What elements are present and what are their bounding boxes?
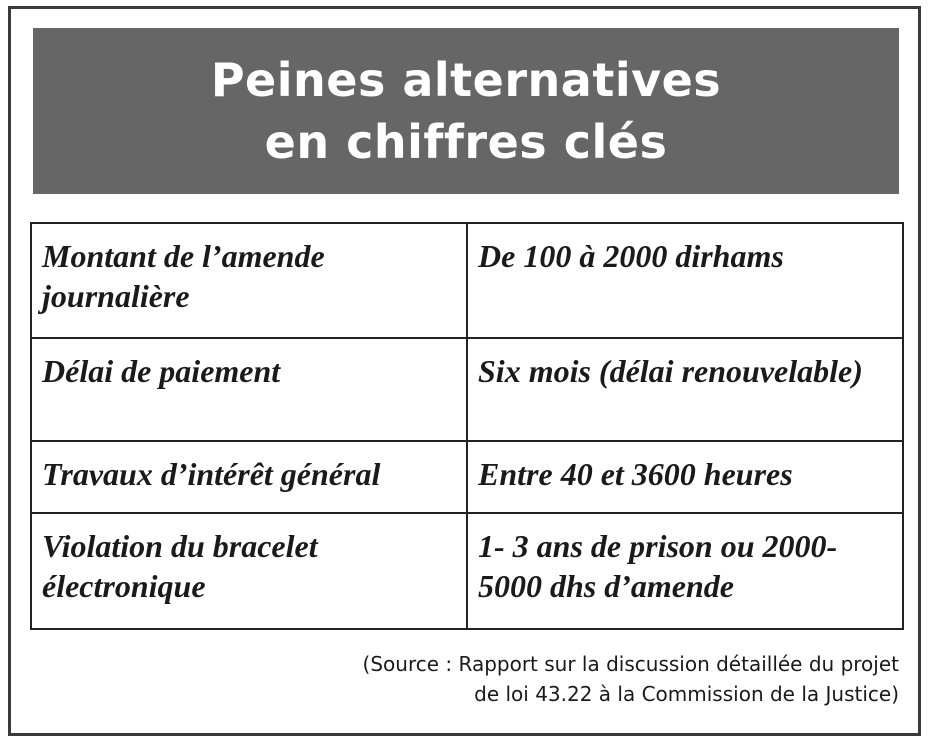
row-label: Travaux d’intérêt général bbox=[31, 441, 467, 513]
source-line-2: de loi 43.22 à la Commission de la Justice) bbox=[474, 682, 899, 706]
title-line-1: Peines alternatives bbox=[210, 53, 722, 107]
row-value: 1- 3 ans de prison ou 2000-5000 dhs d’amende bbox=[467, 513, 903, 629]
source-note bbox=[279, 649, 899, 709]
row-value: Entre 40 et 3600 heures bbox=[467, 441, 903, 513]
table-row bbox=[31, 441, 903, 513]
row-label: Montant de l’amende journalière bbox=[31, 223, 467, 338]
title-banner bbox=[33, 28, 899, 194]
row-value: Six mois (délai renouvelable) bbox=[467, 338, 903, 441]
table-row bbox=[31, 223, 903, 338]
row-label: Violation du bracelet électronique bbox=[31, 513, 467, 629]
row-value: De 100 à 2000 dirhams bbox=[467, 223, 903, 338]
table-row bbox=[31, 338, 903, 441]
row-label: Délai de paiement bbox=[31, 338, 467, 441]
source-line-1: (Source : Rapport sur la discussion détaillée du projet bbox=[362, 652, 899, 676]
table-row bbox=[31, 513, 903, 629]
key-figures-table bbox=[30, 222, 904, 630]
title-line-2: en chiffres clés bbox=[264, 115, 668, 169]
